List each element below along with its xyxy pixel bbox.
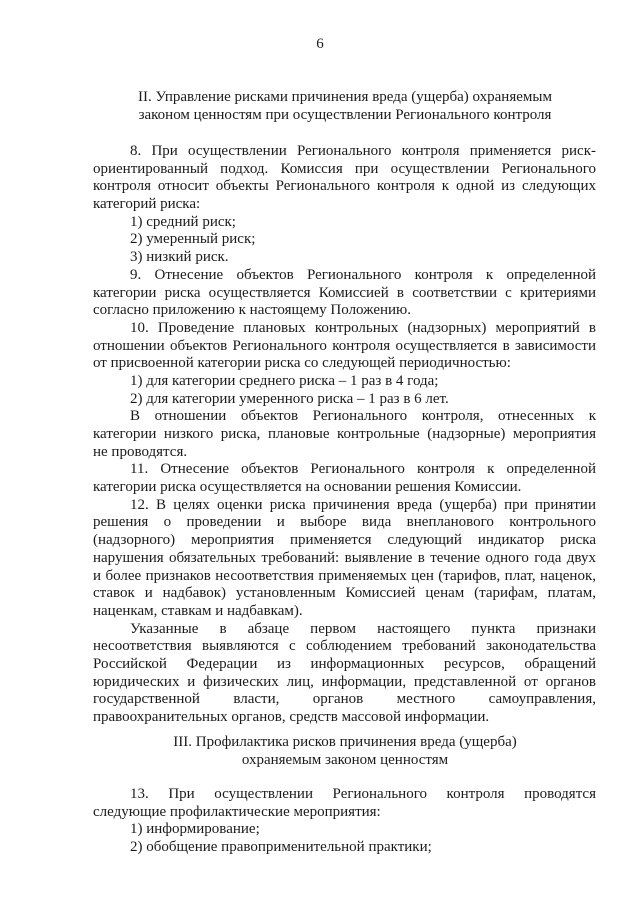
text-line: не проводятся. bbox=[93, 443, 188, 460]
text-line: категории риска осуществляется на основании решения Комиссии. bbox=[93, 479, 522, 496]
text-line: категории низкого риска, плановые контрольные (надзорные) мероприятия bbox=[93, 426, 596, 442]
paragraph-13 bbox=[93, 786, 596, 857]
text-line: государственной власти, органов местного самоуправления, bbox=[93, 691, 596, 708]
heading-line: II. Управление рисками причинения вреда (ущерба) охраняемым bbox=[138, 89, 552, 105]
text-line: следующие профилактические мероприятия: bbox=[93, 803, 381, 820]
text-line: несоответствия выявляются с соблюдением требований законодательства bbox=[93, 638, 596, 655]
text-line: от присвоенной категории риска со следующей периодичностью: bbox=[93, 355, 511, 372]
text-line: контроля относит объекты Регионального контроля к одной из следующих bbox=[93, 178, 596, 195]
list-item: 1) для категории среднего риска – 1 раз в 4 года; bbox=[130, 372, 439, 389]
text-line: (надзорного) мероприятия применяется следующий индикатор риска bbox=[93, 532, 596, 549]
list-item: 1) информирование; bbox=[130, 821, 260, 838]
text-line: согласно приложению к настоящему Положению. bbox=[93, 302, 412, 319]
text-line: категории риска осуществляется Комиссией в соответствии с критериями bbox=[93, 284, 596, 301]
body-block-2 bbox=[93, 786, 596, 857]
text-line: ориентированный подход. Комиссия при осуществлении Регионального bbox=[93, 160, 596, 177]
list-item: 3) низкий риск. bbox=[130, 249, 229, 266]
list-item: 2) обобщение правоприменительной практики; bbox=[130, 839, 432, 856]
paragraph-11 bbox=[93, 461, 596, 496]
paragraph-8 bbox=[93, 143, 596, 267]
text-line: наценкам, ставкам и надбавкам). bbox=[93, 602, 303, 619]
heading-line: III. Профилактика рисков причинения вреда (ущерба) bbox=[173, 734, 517, 750]
paragraph-9 bbox=[93, 267, 596, 320]
section-3-heading bbox=[80, 733, 610, 769]
body-block-1 bbox=[93, 143, 596, 727]
text-line: Российской Федерации из информационных ресурсов, обращений bbox=[93, 655, 596, 672]
list-item: 2) для категории умеренного риска – 1 раз в 6 лет. bbox=[130, 390, 449, 407]
text-line: 12. В целях оценки риска причинения вреда (ущерба) при принятии bbox=[130, 496, 596, 513]
heading-line: охраняемым законом ценностям bbox=[241, 752, 449, 768]
text-line: категорий риска: bbox=[93, 196, 201, 213]
text-line: отношении объектов Регионального контроля осуществляется в зависимости bbox=[93, 337, 596, 354]
text-line: 13. При осуществлении Регионального контроля проводятся bbox=[130, 786, 596, 802]
text-line: правоохранительных органов, средств массовой информации. bbox=[93, 709, 490, 725]
list-item: 1) средний риск; bbox=[130, 213, 236, 230]
section-2-heading bbox=[80, 88, 610, 124]
text-line: ставок и надбавок) установленным Комиссией ценам (тарифам, платам, bbox=[93, 585, 596, 602]
page-number: 6 bbox=[316, 36, 324, 52]
list-item: 2) умеренный риск; bbox=[130, 231, 256, 248]
text-line: юридических и физических лиц, информации, представленной от органов bbox=[93, 673, 596, 690]
text-line: решения о проведении и выборе вида внепланового контрольного bbox=[93, 514, 596, 531]
text-line: 11. Отнесение объектов Регионального контроля к определенной bbox=[130, 461, 596, 478]
text-line: и более признаков несоответствия применяемых цен (тарифов, плат, наценок, bbox=[93, 567, 596, 584]
paragraph-12 bbox=[93, 497, 596, 727]
heading-line: законом ценностям при осуществлении Регионального контроля bbox=[138, 107, 552, 123]
text-line: В отношении объектов Регионального контроля, отнесенных к bbox=[130, 408, 596, 425]
text-line: нарушения обязательных требований: выявление в течение одного года двух bbox=[93, 549, 596, 566]
paragraph-10 bbox=[93, 320, 596, 462]
text-line: 8. При осуществлении Регионального контроля применяется риск- bbox=[130, 143, 596, 159]
text-line: 10. Проведение плановых контрольных (надзорных) мероприятий в bbox=[130, 319, 596, 336]
text-line: 9. Отнесение объектов Регионального контроля к определенной bbox=[130, 266, 596, 283]
text-line: Указанные в абзаце первом настоящего пункта признаки bbox=[130, 620, 596, 637]
